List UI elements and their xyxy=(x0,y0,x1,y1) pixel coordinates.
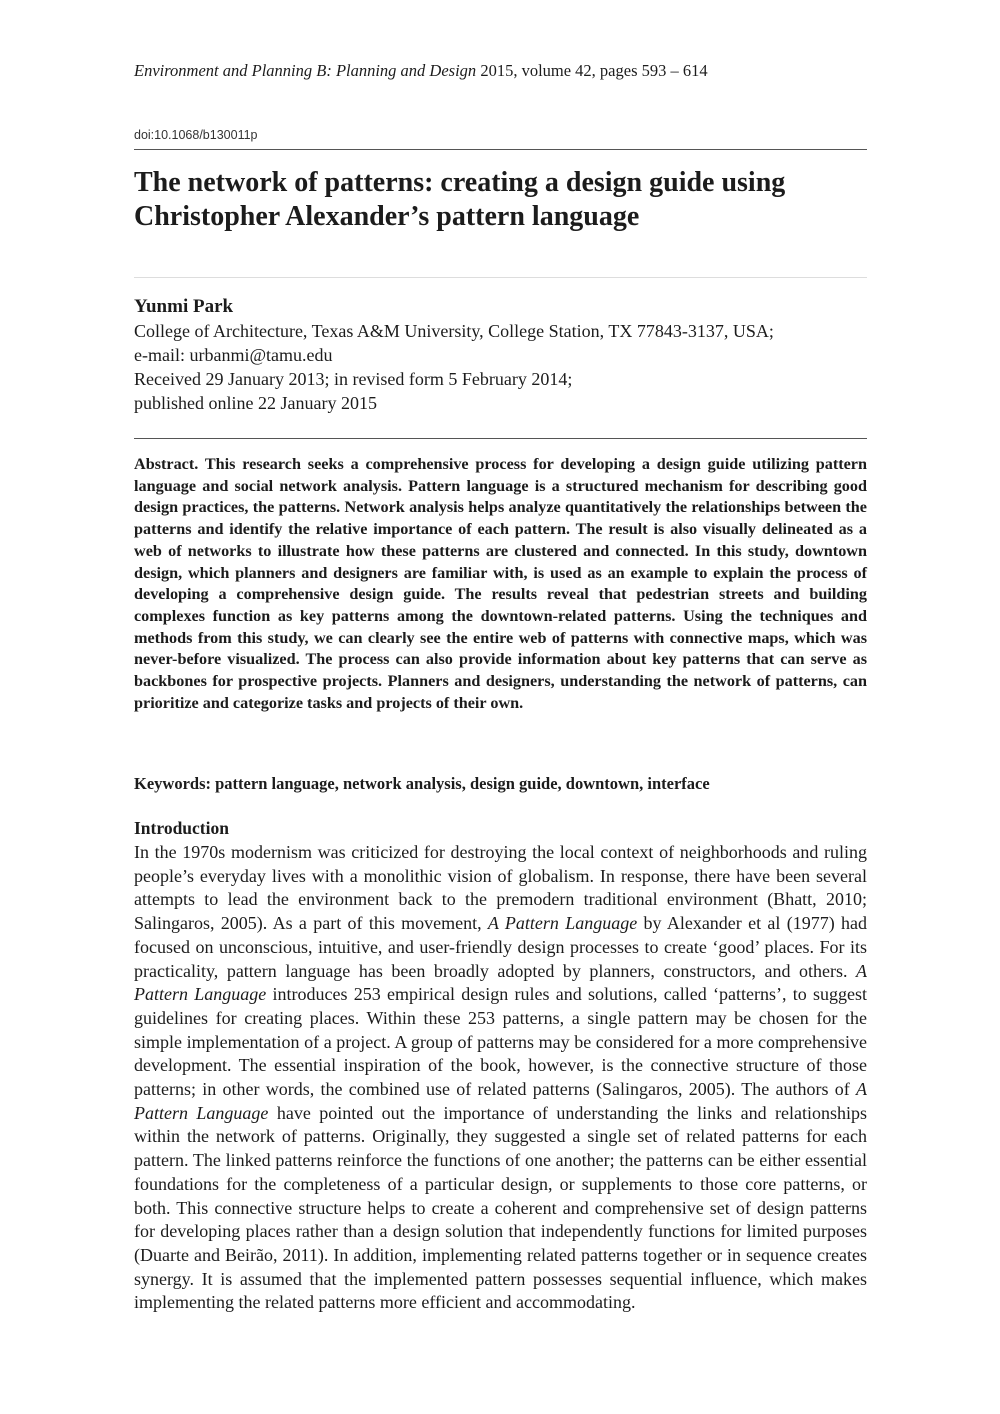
book-title: A Pattern Language xyxy=(134,1079,867,1123)
volume-pages: 2015, volume 42, pages 593 – 614 xyxy=(476,61,708,80)
email[interactable]: e-mail: urbanmi@tamu.edu xyxy=(134,345,333,365)
affiliation: College of Architecture, Texas A&M University, College Station, TX 77843-3137, USA; xyxy=(134,321,774,341)
intro-text-4: have pointed out the importance of understanding the links and relationships within the network of patterns. Originally, they suggested a single set of related patterns for each pattern. The linked patterns reinforce the functions of one another; the patterns can be either essential foundations for the completeness of a particular design, or supplements to those core patterns, or both. This connective structure helps to create a coherent and comprehensive set of design patterns for developing places rather than a design solution that independently functions for limited purposes (Duarte and Beirão, 2011). In addition, implementing related patterns together or in sequence creates synergy. It is assumed that the implemented pattern possesses sequential influence, which makes implementing the related patterns more efficient and accommodating. xyxy=(134,1102,867,1313)
author-name: Yunmi Park xyxy=(134,296,234,317)
header-divider xyxy=(134,149,867,150)
author-details xyxy=(134,319,874,415)
keywords xyxy=(134,773,874,795)
abstract-divider xyxy=(134,438,867,439)
published-date: published online 22 January 2015 xyxy=(134,393,377,413)
journal-name: Environment and Planning B: Planning and Design xyxy=(134,61,477,80)
intro-text-2: by Alexander et al (1977) had focused on unconscious, intuitive, and user-friendly design processes to create ‘good’ places. For its practicality, pattern language has been broadly adopted by planners, constructors, and others. xyxy=(134,913,867,981)
intro-text-1: In the 1970s modernism was criticized for destroying the local context of neighborhoods and ruling people’s everyday lives with a monolithic vision of globalism. In response, there have been several attempts to lead the environment back to the premodern traditional environment (Bhatt, 2010; Salingaros, 2005). As a part of this movement, xyxy=(134,842,867,934)
keywords-label: Keywords: xyxy=(134,774,211,793)
article-title: The network of patterns: creating a design guide using Christopher Alexander’s pattern language xyxy=(134,167,786,232)
keywords-text: pattern language, network analysis, design guide, downtown, interface xyxy=(211,774,710,793)
section-heading-introduction: Introduction xyxy=(134,818,229,838)
intro-text-3: introduces 253 empirical design rules and solutions, called ‘patterns’, to suggest guidelines for creating places. Within these 253 patterns, a single pattern may be chosen for the simple implementation of a project. A group of patterns may be considered for a more comprehensive development. The essential inspiration of the book, however, is the connective structure of those patterns; in other words, the combined use of related patterns (Salingaros, 2005). The authors of xyxy=(134,984,868,1100)
introduction-paragraph xyxy=(134,841,867,1315)
book-title: A Pattern Language xyxy=(487,913,638,934)
book-title: A Pattern Language xyxy=(134,960,867,1005)
received-date: Received 29 January 2013; in revised form 5 February 2014; xyxy=(134,369,573,389)
doi[interactable]: doi:10.1068/b130011p xyxy=(134,128,258,142)
abstract-label: Abstract. xyxy=(134,455,199,473)
abstract xyxy=(134,454,867,714)
abstract-text: This research seeks a comprehensive process for developing a design guide utilizing pattern language and social network analysis. Pattern language is a structured mechanism for describing good design practices, the patterns. Network analysis helps analyze quantitatively the relationships between the patterns and identify the relative importance of each pattern. The result is also visually delineated as a web of networks to illustrate how these patterns are clustered and connected. In this study, downtown design, which planners and designers are familiar with, is used as an example to explain the process of developing a comprehensive design guide. The results reveal that pedestrian streets and building complexes function as key patterns among the downtown-related patterns. Using the techniques and methods from this study, we can clearly see the entire web of patterns with connective maps, which was never-before visualized. The process can also provide information about key patterns that can serve as backbones for prospective projects. Planners and designers, understanding the network of patterns, can prioritize and categorize tasks and projects of their own. xyxy=(134,455,867,712)
journal-citation xyxy=(134,60,874,82)
title-divider xyxy=(134,277,867,278)
